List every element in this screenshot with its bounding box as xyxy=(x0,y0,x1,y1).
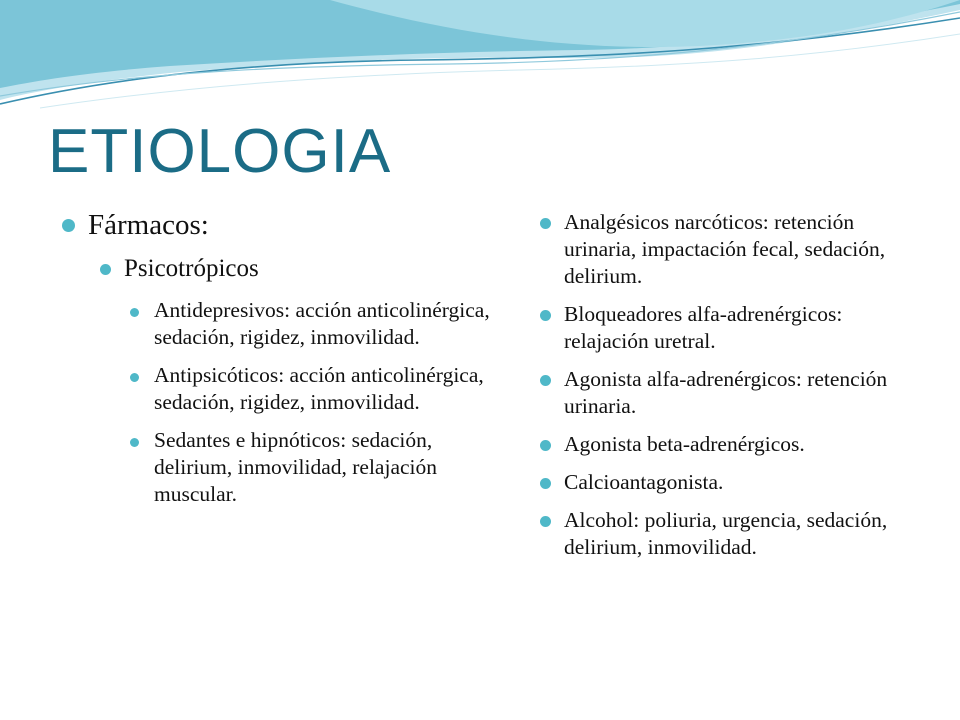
list-item xyxy=(128,427,492,508)
list-item-text: Analgésicos narcóticos: retención urinaria, impactación fecal, sedación, delirium. xyxy=(564,210,886,288)
bullet-icon xyxy=(100,264,111,275)
slide-title: ETIOLOGIA xyxy=(48,117,392,186)
list-item xyxy=(538,507,918,561)
list-item-text: Sedantes e hipnóticos: sedación, delirium, inmovilidad, relajación muscular. xyxy=(154,428,438,506)
subcategory-label: Psicotrópicos xyxy=(124,255,259,282)
bullet-icon xyxy=(540,516,551,527)
bullet-icon xyxy=(540,478,551,489)
list-item xyxy=(538,366,918,420)
bullet-icon xyxy=(130,308,139,317)
list-item xyxy=(538,431,918,458)
list-item-text: Alcohol: poliuria, urgencia, sedación, delirium, inmovilidad. xyxy=(564,508,888,559)
list-item-text: Antidepresivos: acción anticolinérgica, sedación, rigidez, inmovilidad. xyxy=(154,298,490,349)
list-item-text: Calcioantagonista. xyxy=(564,470,724,494)
bullet-icon xyxy=(130,373,139,382)
list-item xyxy=(538,301,918,355)
list-item-text: Bloqueadores alfa-adrenérgicos: relajación uretral. xyxy=(564,302,843,353)
list-item xyxy=(538,209,918,290)
list-item xyxy=(538,469,918,496)
list-item-text: Antipsicóticos: acción anticolinérgica, sedación, rigidez, inmovilidad. xyxy=(154,363,484,414)
bullet-icon xyxy=(540,218,551,229)
list-item-text: Agonista beta-adrenérgicos. xyxy=(564,432,805,456)
bullet-icon xyxy=(540,310,551,321)
list-item-text: Agonista alfa-adrenérgicos: retención urinaria. xyxy=(564,367,888,418)
right-column-list xyxy=(538,209,918,561)
header-wave-decoration xyxy=(0,0,960,110)
subcategory-item xyxy=(100,253,492,285)
bullet-icon xyxy=(540,440,551,451)
bullet-icon xyxy=(540,375,551,386)
category-label: Fármacos: xyxy=(88,209,209,241)
list-item xyxy=(128,297,492,351)
bullet-icon xyxy=(130,438,139,447)
category-item xyxy=(62,207,492,243)
list-item xyxy=(128,362,492,416)
bullet-icon xyxy=(62,219,75,232)
left-column-list xyxy=(62,207,492,508)
